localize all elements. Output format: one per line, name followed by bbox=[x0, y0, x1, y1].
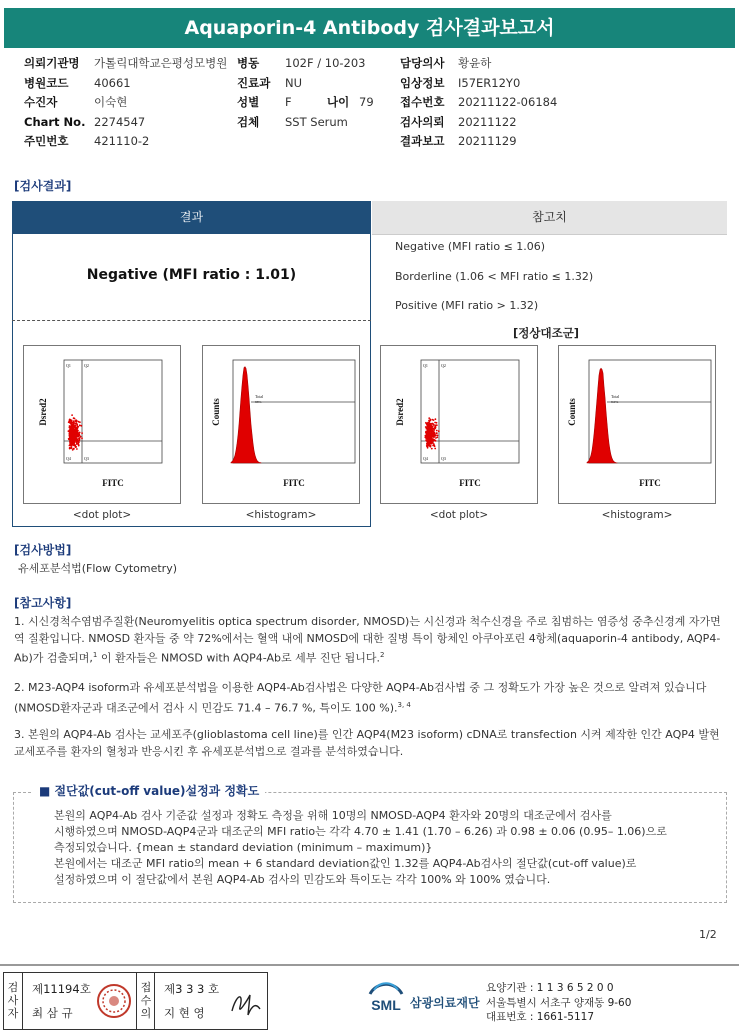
dot-point bbox=[72, 422, 74, 424]
reference-divider bbox=[372, 234, 727, 235]
note-2-text: 2. M23-AQP4 isoform과 유세포분석법을 이용한 AQP4-Ab검사법은 다양한 AQP4-Ab검사법 중 그 정확도가 가장 높은 것으로 알려져 있습니다(NMOSD환자군과 대조군에서 검사 시 민감도 71.4 – 76.7 %, 특이도 100 %). bbox=[14, 681, 707, 715]
dot-point bbox=[433, 436, 435, 438]
dot-point bbox=[428, 444, 430, 446]
dot-point bbox=[436, 430, 438, 432]
dot-point bbox=[72, 435, 74, 437]
dot-point bbox=[427, 428, 429, 430]
patient-dot-plot bbox=[23, 345, 181, 504]
dot-point bbox=[432, 425, 434, 427]
lab-phone: 대표번호 : 1661-5117 bbox=[486, 1011, 595, 1023]
result-divider bbox=[12, 320, 371, 321]
signer1-license: 제11194호 bbox=[32, 982, 91, 996]
label-age: 나이 bbox=[327, 95, 350, 109]
dot-point bbox=[76, 421, 78, 423]
value-department: NU bbox=[285, 75, 303, 90]
dot-point bbox=[81, 425, 83, 427]
official-seal-icon bbox=[96, 983, 132, 1019]
cutoff-title: ■ 절단값(cut-off value)설정과 정확도 bbox=[33, 782, 265, 799]
note-1-ref2: 2 bbox=[380, 651, 385, 659]
quadrant-label: Q2 bbox=[84, 363, 89, 368]
dot-point bbox=[71, 414, 73, 416]
value-hospital-code: 40661 bbox=[94, 75, 131, 90]
histogram-peak bbox=[587, 368, 617, 463]
dot-point bbox=[434, 429, 436, 431]
dot-point bbox=[76, 448, 78, 450]
dot-point bbox=[428, 431, 430, 433]
dot-point bbox=[432, 423, 434, 425]
dot-cloud bbox=[68, 414, 84, 451]
dot-point bbox=[431, 448, 433, 450]
dot-point bbox=[76, 436, 78, 438]
label-clinical-info: 임상정보 bbox=[400, 75, 445, 90]
note-2-ref: 3, 4 bbox=[397, 700, 411, 709]
label-patient: 수진자 bbox=[24, 95, 58, 109]
lab-info bbox=[486, 981, 631, 1025]
y-axis-label: Counts bbox=[567, 398, 577, 426]
value-doctor: 황윤하 bbox=[458, 56, 492, 70]
quadrant-label: Q2 bbox=[441, 363, 446, 368]
dot-point bbox=[433, 433, 435, 435]
dot-point bbox=[71, 436, 73, 438]
cutoff-text bbox=[54, 808, 714, 888]
dot-point bbox=[81, 432, 83, 434]
label-receipt-no: 접수번호 bbox=[400, 95, 445, 109]
dot-point bbox=[435, 434, 437, 436]
plot-frame bbox=[421, 360, 519, 463]
value-patient: 이숙현 bbox=[94, 95, 128, 109]
control-dot-caption: <dot plot> bbox=[429, 509, 489, 521]
x-axis-label: FITC bbox=[102, 478, 124, 488]
dot-point bbox=[433, 419, 435, 421]
dot-point bbox=[73, 448, 75, 450]
quadrant-label: Q3 bbox=[84, 456, 89, 461]
reference-borderline: Borderline (1.06 < MFI ratio ≤ 1.32) bbox=[395, 270, 594, 283]
dot-point bbox=[434, 448, 436, 450]
normal-control-title: [정상대조군] bbox=[513, 326, 580, 340]
signature-icon bbox=[226, 985, 266, 1021]
dot-point bbox=[430, 430, 432, 432]
footer-divider bbox=[0, 964, 739, 966]
reference-negative: Negative (MFI ratio ≤ 1.06) bbox=[395, 240, 546, 253]
histogram-peak bbox=[231, 367, 261, 463]
signer2-name: 지 현 영 bbox=[164, 1006, 205, 1020]
quadrant-label: Q4 bbox=[423, 456, 428, 461]
dot-point bbox=[429, 432, 431, 434]
dot-point bbox=[70, 444, 72, 446]
dot-point bbox=[434, 439, 436, 441]
dot-point bbox=[76, 440, 78, 442]
label-report-date: 결과보고 bbox=[400, 134, 445, 148]
signer1-name: 최 삼 규 bbox=[32, 1006, 73, 1020]
dot-point bbox=[74, 431, 76, 433]
dot-point bbox=[438, 430, 440, 432]
dot-point bbox=[73, 424, 75, 426]
dot-point bbox=[426, 445, 428, 447]
dot-point bbox=[436, 432, 438, 434]
method-section-title: [검사방법] bbox=[14, 543, 72, 557]
dot-point bbox=[425, 431, 427, 433]
signer1-role: 검사자 bbox=[7, 981, 19, 1020]
dot-point bbox=[436, 422, 438, 424]
marker-percent: 88% bbox=[255, 400, 262, 404]
y-axis-label: Counts bbox=[211, 398, 221, 426]
dot-point bbox=[434, 427, 436, 429]
dot-point bbox=[74, 438, 76, 440]
reference-positive: Positive (MFI ratio > 1.32) bbox=[395, 299, 539, 312]
note-3: 3. 본원의 AQP4-Ab 검사는 교세포주(glioblastoma cell line)를 인간 AQP4(M23 isoform) cDNA로 transfection 시켜 제작한 인간 AQP4 발현 교세포주를 환자의 혈청과 반응시킨 후 유세포분석법으로 결과를 분석하였습니다. bbox=[14, 728, 720, 758]
dot-point bbox=[70, 426, 72, 428]
value-request-date: 20211122 bbox=[458, 114, 517, 129]
label-hospital-code: 병원코드 bbox=[24, 75, 69, 90]
value-receipt-no: 20211122-06184 bbox=[458, 95, 558, 109]
dot-point bbox=[79, 437, 81, 439]
value-clinical-info: I57ER12Y0 bbox=[458, 75, 521, 90]
dot-point bbox=[78, 441, 80, 443]
y-axis-label: Dsred2 bbox=[395, 398, 405, 426]
marker-label: Total bbox=[611, 394, 620, 399]
dot-point bbox=[427, 424, 429, 426]
dot-point bbox=[437, 435, 439, 437]
x-axis-label: FITC bbox=[639, 478, 661, 488]
dot-point bbox=[76, 442, 78, 444]
dot-point bbox=[78, 440, 80, 442]
result-header: 결과 bbox=[12, 201, 371, 234]
lab-code: 요양기관 : 1 1 3 6 5 2 0 0 bbox=[486, 982, 614, 994]
control-histogram bbox=[558, 345, 716, 504]
dot-point bbox=[429, 435, 431, 437]
dot-plot-svg bbox=[24, 346, 182, 505]
y-axis-label: Dsred2 bbox=[38, 398, 48, 426]
dot-point bbox=[427, 436, 429, 438]
patient-hist-caption: <histogram> bbox=[245, 509, 317, 521]
dot-cloud bbox=[424, 417, 439, 449]
note-1-end: 이 환자들은 NMOSD with AQP4-Ab로 세부 진단 됩니다. bbox=[97, 651, 381, 665]
dot-point bbox=[73, 429, 75, 431]
dot-point bbox=[433, 444, 435, 446]
dot-point bbox=[436, 424, 438, 426]
dot-plot-svg bbox=[381, 346, 539, 505]
dot-point bbox=[427, 426, 429, 428]
dot-point bbox=[70, 423, 72, 425]
marker-percent: 8.9% bbox=[611, 400, 619, 404]
patient-histogram bbox=[202, 345, 360, 504]
value-ward: 102F / 10-203 bbox=[285, 56, 366, 70]
results-section-title: [검사결과] bbox=[14, 179, 72, 193]
signature-box bbox=[3, 972, 268, 1030]
cutoff-line: 측정되었습니다. {mean ± standard deviation (minimum – maximum)} bbox=[54, 841, 433, 854]
label-sex: 성별 bbox=[237, 95, 260, 109]
dot-point bbox=[81, 437, 83, 439]
dot-point bbox=[71, 439, 73, 441]
dot-point bbox=[74, 418, 76, 420]
report-title: Aquaporin-4 Antibody 검사결과보고서 bbox=[4, 8, 735, 48]
dot-point bbox=[72, 441, 74, 443]
signer2-role: 접수의 bbox=[140, 981, 152, 1020]
marker-label: Total bbox=[255, 394, 264, 399]
label-chart-no: Chart No. bbox=[24, 114, 86, 129]
dot-point bbox=[429, 443, 431, 445]
value-report-date: 20211129 bbox=[458, 134, 517, 148]
dot-point bbox=[431, 443, 433, 445]
label-department: 진료과 bbox=[237, 75, 271, 90]
dot-point bbox=[428, 417, 430, 419]
x-axis-label: FITC bbox=[459, 478, 481, 488]
page-number: 1/2 bbox=[699, 928, 717, 941]
dot-point bbox=[69, 419, 71, 421]
quadrant-label: Q3 bbox=[441, 456, 446, 461]
dot-point bbox=[435, 418, 437, 420]
plot-frame bbox=[64, 360, 162, 463]
dot-point bbox=[427, 447, 429, 449]
label-ward: 병동 bbox=[237, 56, 260, 70]
dot-point bbox=[75, 446, 77, 448]
note-1-text: 1. 시신경척수염범주질환(Neuromyelitis optica spectrum disorder, NMOSD)는 시신경과 척수신경을 주로 침범하는 염증성 중추신경계 자가면역 질환입니다. NMOSD 환자들 중 약 72%에서는 혈액 내에 NMOSD에 대한 질병 특이 항체인 아쿠아포린 4항체(aquaporin-4 antibody, AQP4-Ab)가 검출되며, bbox=[14, 615, 721, 665]
dot-point bbox=[427, 432, 429, 434]
note-1-ref: 1 bbox=[92, 651, 98, 659]
dot-point bbox=[430, 423, 432, 425]
value-institution: 가톨릭대학교은평성모병원 bbox=[94, 56, 228, 70]
value-age: 79 bbox=[359, 95, 374, 109]
dot-point bbox=[77, 433, 79, 435]
sml-logo-icon bbox=[364, 980, 408, 1024]
x-axis-label: FITC bbox=[283, 478, 305, 488]
sml-logo-text: SML bbox=[371, 997, 401, 1013]
reference-header: 참고치 bbox=[372, 201, 727, 234]
label-institution: 의뢰기관명 bbox=[24, 56, 80, 70]
result-value: Negative (MFI ratio : 1.01) bbox=[86, 267, 297, 283]
histogram-svg bbox=[559, 346, 717, 505]
dot-point bbox=[68, 421, 70, 423]
dot-point bbox=[69, 429, 71, 431]
dot-point bbox=[79, 425, 81, 427]
quadrant-label: Q1 bbox=[66, 363, 71, 368]
dot-point bbox=[425, 436, 427, 438]
dot-point bbox=[432, 428, 434, 430]
dot-point bbox=[71, 446, 73, 448]
cutoff-line: 본원에서는 대조군 MFI ratio의 mean + 6 standard deviation값인 1.32를 AQP4-Ab검사의 절단값(cut-off value)로 bbox=[54, 857, 637, 870]
dot-point bbox=[76, 427, 78, 429]
dot-point bbox=[429, 421, 431, 423]
cutoff-line: 설정하였으며 이 절단값에서 본원 AQP4-Ab 검사의 민감도와 특이도는 각각 100% 와 100% 였습니다. bbox=[54, 873, 551, 886]
dot-point bbox=[78, 421, 80, 423]
dot-point bbox=[78, 445, 80, 447]
dot-point bbox=[79, 435, 81, 437]
quadrant-label: Q1 bbox=[423, 363, 428, 368]
dot-point bbox=[77, 426, 79, 428]
patient-info-col2 bbox=[237, 54, 374, 132]
value-sex: F bbox=[285, 95, 292, 109]
note-1 bbox=[14, 614, 726, 667]
dot-point bbox=[430, 446, 432, 448]
notes-section-title: [참고사항] bbox=[14, 596, 72, 610]
value-resident-no: 421110-2 bbox=[94, 134, 150, 148]
dot-point bbox=[69, 437, 71, 439]
lab-address: 서울특별시 서초구 양재동 9-60 bbox=[486, 996, 632, 1009]
dot-point bbox=[74, 444, 76, 446]
dot-point bbox=[69, 432, 71, 434]
organization-name: 삼광의료재단 bbox=[410, 996, 480, 1010]
label-doctor: 담당의사 bbox=[400, 56, 445, 70]
label-specimen: 검체 bbox=[237, 114, 260, 129]
label-resident-no: 주민번호 bbox=[24, 134, 69, 148]
dot-point bbox=[76, 423, 78, 425]
cutoff-line: 본원의 AQP4-Ab 검사 기준값 설정과 정확도 측정을 위해 10명의 NMOSD-AQP4 환자와 20명의 대조군에서 검사를 bbox=[54, 809, 612, 822]
dot-point bbox=[427, 440, 429, 442]
dot-point bbox=[73, 436, 75, 438]
patient-dot-caption: <dot plot> bbox=[72, 509, 132, 521]
quadrant-label: Q4 bbox=[66, 456, 71, 461]
dot-point bbox=[68, 430, 70, 432]
value-chart-no: 2274547 bbox=[94, 114, 146, 129]
histogram-svg bbox=[203, 346, 361, 505]
control-dot-plot bbox=[380, 345, 538, 504]
note-2 bbox=[14, 680, 726, 717]
label-request-date: 검사의뢰 bbox=[400, 114, 445, 129]
value-specimen: SST Serum bbox=[285, 114, 348, 129]
method-text: 유세포분석법(Flow Cytometry) bbox=[18, 562, 178, 575]
dot-point bbox=[69, 447, 71, 449]
control-hist-caption: <histogram> bbox=[601, 509, 673, 521]
signer2-license: 제3 3 3 호 bbox=[164, 982, 220, 996]
patient-info-col3 bbox=[400, 54, 557, 152]
cutoff-line: 시행하였으며 NMOSD-AQP4군과 대조군의 MFI ratio는 각각 4.70 ± 1.41 (1.70 – 6.26) 과 0.98 ± 0.06 (0.95– 1.06)으로 bbox=[54, 825, 667, 838]
patient-info-col1 bbox=[24, 54, 227, 152]
dot-point bbox=[436, 436, 438, 438]
